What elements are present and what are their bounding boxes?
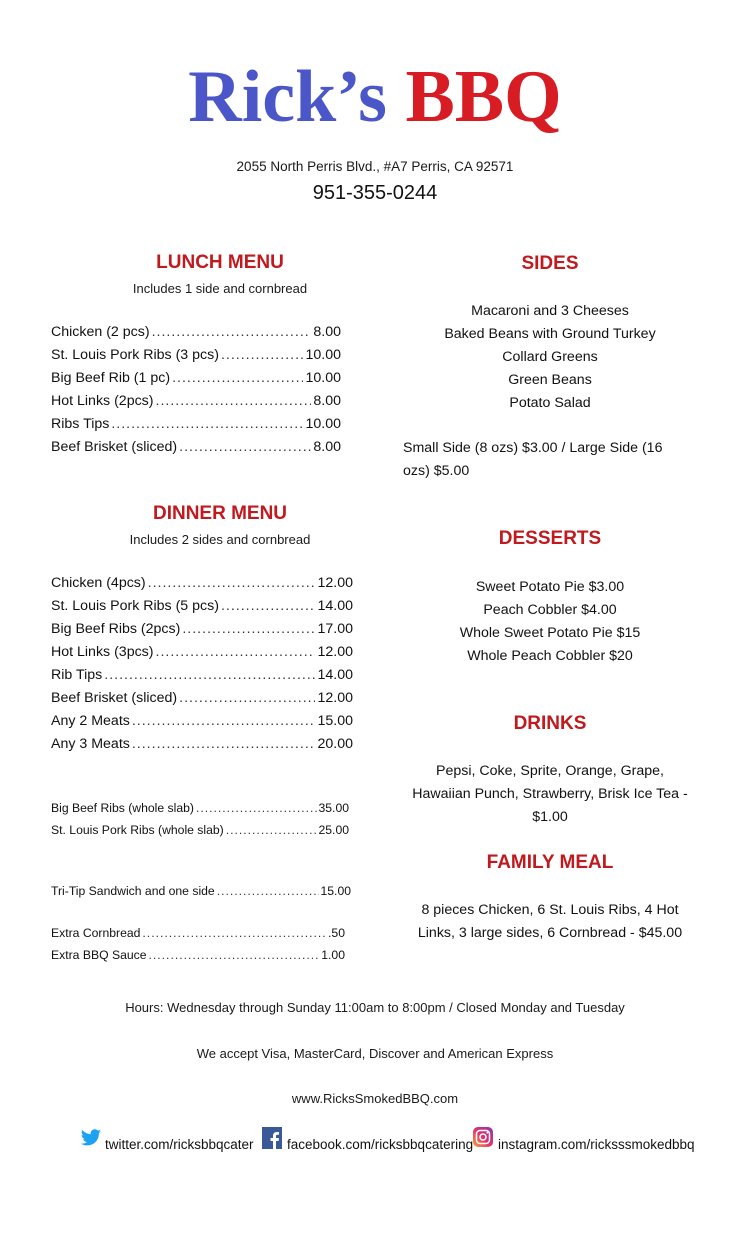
menu-item-price: 35.00 — [318, 801, 349, 815]
menu-item-name: Rib Tips — [51, 667, 103, 683]
logo-ricks: Rick’s — [188, 56, 387, 138]
menu-item-name: Big Beef Ribs (whole slab) — [51, 801, 194, 815]
lunch-menu-list — [51, 321, 341, 459]
dot-leader — [172, 367, 303, 390]
menu-item-price: 25.00 — [318, 823, 349, 837]
menu-item-name: Hot Links (3pcs) — [51, 644, 154, 660]
website-link[interactable]: www.RicksSmokedBBQ.com — [291, 1091, 459, 1106]
menu-item-price: 1.00 — [321, 948, 345, 962]
facebook-handle: facebook.com/ricksbbqcatering — [287, 1136, 474, 1152]
dot-leader — [111, 413, 303, 436]
menu-item-price: 12.00 — [317, 690, 353, 706]
family-meal-text: 8 pieces Chicken, 6 St. Louis Ribs, 4 Hot Links, 3 large sides, 6 Cornbread - $45.00 — [417, 902, 683, 941]
menu-item-name: Any 2 Meats — [51, 713, 130, 729]
side-item: Potato Salad — [509, 395, 591, 411]
menu-item-price: 10.00 — [305, 347, 341, 363]
menu-item — [51, 687, 353, 710]
dessert-item: Sweet Potato Pie $3.00 — [475, 579, 625, 595]
drinks-title: DRINKS — [513, 713, 587, 734]
restaurant-logo — [0, 52, 750, 142]
menu-item — [51, 572, 353, 595]
dot-leader — [156, 641, 316, 664]
menu-item-name: Chicken (2 pcs) — [51, 324, 150, 340]
dot-leader — [196, 797, 317, 819]
dot-leader — [104, 664, 315, 687]
payment-info: We accept Visa, MasterCard, Discover and American Express — [196, 1046, 554, 1061]
dot-leader — [142, 922, 326, 944]
menu-item — [51, 797, 349, 819]
dot-leader — [226, 819, 317, 841]
instagram-link[interactable] — [473, 1133, 695, 1155]
dot-leader — [132, 733, 316, 756]
lunch-menu-subtitle: Includes 1 side and cornbread — [132, 281, 308, 296]
side-item: Collard Greens — [502, 349, 598, 365]
menu-item — [51, 595, 353, 618]
menu-item — [51, 710, 353, 733]
logo-bbq: BBQ — [405, 56, 562, 138]
dot-leader — [217, 880, 319, 902]
twitter-icon — [80, 1127, 102, 1149]
menu-item — [51, 321, 341, 344]
menu-item-name: Big Beef Ribs (2pcs) — [51, 621, 181, 637]
menu-item-price: 14.00 — [317, 667, 353, 683]
menu-item-price: 14.00 — [317, 598, 353, 614]
menu-item-price: 15.00 — [317, 713, 353, 729]
facebook-link[interactable] — [262, 1133, 473, 1155]
menu-item-price: 12.00 — [317, 644, 353, 660]
extras-list — [51, 922, 345, 966]
menu-item-name: Chicken (4pcs) — [51, 575, 146, 591]
dinner-menu-list — [51, 572, 353, 756]
hours: Hours: Wednesday through Sunday 11:00am to 8:00pm / Closed Monday and Tuesday — [125, 1000, 625, 1015]
sides-title: SIDES — [521, 253, 579, 274]
menu-item — [51, 733, 353, 756]
whole-slab-list — [51, 797, 349, 841]
menu-item — [51, 819, 349, 841]
dot-leader — [182, 618, 315, 641]
menu-item — [51, 390, 341, 413]
menu-item-name: Extra BBQ Sauce — [51, 948, 147, 962]
facebook-icon — [262, 1127, 284, 1149]
menu-item-name: St. Louis Pork Ribs (3 pcs) — [51, 347, 219, 363]
address: 2055 North Perris Blvd., #A7 Perris, CA 92571 — [236, 159, 514, 174]
side-item: Baked Beans with Ground Turkey — [444, 326, 656, 342]
side-pricing: Small Side (8 ozs) $3.00 / Large Side (16 ozs) $5.00 — [403, 440, 663, 479]
dinner-menu-title: DINNER MENU — [152, 503, 288, 524]
menu-item-name: St. Louis Pork Ribs (5 pcs) — [51, 598, 219, 614]
instagram-handle: instagram.com/ricksssmokedbbq — [498, 1136, 695, 1152]
dinner-menu-subtitle: Includes 2 sides and cornbread — [129, 532, 311, 547]
dot-leader — [132, 710, 316, 733]
twitter-handle: twitter.com/ricksbbqcater — [105, 1136, 254, 1152]
menu-item-name: Hot Links (2pcs) — [51, 393, 154, 409]
twitter-link[interactable] — [80, 1133, 254, 1155]
desserts-list — [400, 576, 700, 668]
dessert-item: Whole Peach Cobbler $20 — [467, 648, 633, 664]
menu-item-name: Beef Brisket (sliced) — [51, 690, 178, 706]
menu-item-price: 10.00 — [305, 416, 341, 432]
menu-item-name: Tri-Tip Sandwich and one side — [51, 884, 215, 898]
menu-item-name: Ribs Tips — [51, 416, 110, 432]
menu-item-name: Big Beef Rib (1 pc) — [51, 370, 171, 386]
dot-leader — [179, 436, 311, 459]
menu-item-name: Extra Cornbread — [51, 926, 141, 940]
menu-item-price: 8.00 — [313, 393, 341, 409]
menu-item-name: Any 3 Meats — [51, 736, 130, 752]
dot-leader — [179, 687, 315, 710]
dot-leader — [149, 944, 320, 966]
dessert-item: Whole Sweet Potato Pie $15 — [459, 625, 641, 641]
menu-item — [51, 618, 353, 641]
dessert-item: Peach Cobbler $4.00 — [483, 602, 617, 618]
sides-list — [400, 300, 700, 415]
menu-item-price: 20.00 — [317, 736, 353, 752]
menu-item-name: Beef Brisket (sliced) — [51, 439, 178, 455]
dot-leader — [221, 595, 316, 618]
menu-item-price: 8.00 — [313, 439, 341, 455]
drinks-text: Pepsi, Coke, Sprite, Orange, Grape, Hawaiian Punch, Strawberry, Brisk Ice Tea - $1.00 — [412, 763, 688, 825]
menu-item-name: St. Louis Pork Ribs (whole slab) — [51, 823, 224, 837]
menu-item — [51, 664, 353, 687]
dot-leader — [148, 572, 316, 595]
side-item: Macaroni and 3 Cheeses — [471, 303, 629, 319]
family-meal-title: FAMILY MEAL — [486, 852, 614, 873]
dot-leader — [152, 321, 312, 344]
side-item: Green Beans — [508, 372, 592, 388]
dot-leader — [221, 344, 304, 367]
menu-item — [51, 413, 341, 436]
dot-leader — [156, 390, 312, 413]
menu-item — [51, 367, 341, 390]
menu-item-price: 12.00 — [317, 575, 353, 591]
sandwich-list — [51, 880, 351, 902]
menu-item-price: 10.00 — [305, 370, 341, 386]
menu-item — [51, 922, 345, 944]
menu-item-price: 8.00 — [313, 324, 341, 340]
menu-item — [51, 944, 345, 966]
menu-item — [51, 344, 341, 367]
instagram-icon — [473, 1127, 495, 1149]
phone-number[interactable]: 951-355-0244 — [312, 182, 438, 204]
menu-item-price: .50 — [328, 926, 345, 940]
desserts-title: DESSERTS — [498, 528, 602, 549]
menu-item-price: 17.00 — [317, 621, 353, 637]
menu-item — [51, 641, 353, 664]
menu-item — [51, 436, 341, 459]
menu-item — [51, 880, 351, 902]
menu-item-price: 15.00 — [320, 884, 351, 898]
lunch-menu-title: LUNCH MENU — [156, 252, 284, 273]
